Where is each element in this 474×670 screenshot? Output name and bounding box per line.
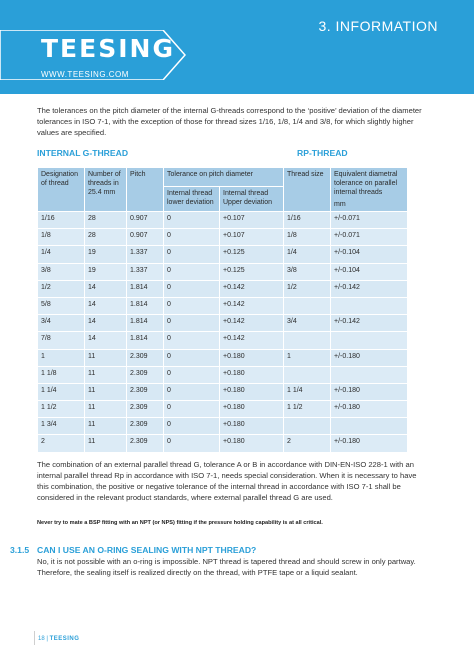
cell-thread-size: 1/8 bbox=[284, 229, 331, 246]
website-url[interactable]: WWW.TEESING.COM bbox=[41, 70, 129, 79]
page-number: 18 bbox=[38, 636, 45, 642]
cell-pitch: 2.309 bbox=[127, 383, 164, 400]
cell-equivalent-tolerance bbox=[331, 366, 408, 383]
cell-upper-deviation: +0.142 bbox=[220, 315, 284, 332]
cell-pitch: 0.907 bbox=[127, 229, 164, 246]
cell-equivalent-tolerance: +/-0.142 bbox=[331, 315, 408, 332]
cell-pitch: 2.309 bbox=[127, 366, 164, 383]
cell-equivalent-tolerance: +/-0.180 bbox=[331, 383, 408, 400]
page-header bbox=[0, 0, 474, 94]
faq-answer: No, it is not possible with an o-ring is impossible. NPT thread is tapered thread and should screw in only partway. Therefore, the sealing itself is realized directly on the thread, with PTFE tape or a liquid sealant. bbox=[37, 557, 416, 577]
cell-threads: 19 bbox=[85, 263, 127, 280]
cell-thread-size: 3/8 bbox=[284, 263, 331, 280]
cell-threads: 11 bbox=[85, 435, 127, 452]
cell-equivalent-tolerance: +/-0.180 bbox=[331, 435, 408, 452]
internal-g-thread-heading: INTERNAL G-THREAD bbox=[37, 148, 129, 158]
cell-thread-size: 1 bbox=[284, 349, 331, 366]
cell-equivalent-tolerance bbox=[331, 297, 408, 314]
cell-lower-deviation: 0 bbox=[164, 366, 220, 383]
cell-pitch: 1.337 bbox=[127, 246, 164, 263]
cell-equivalent-tolerance bbox=[331, 418, 408, 435]
cell-pitch: 0.907 bbox=[127, 212, 164, 229]
table-row bbox=[38, 280, 408, 297]
cell-threads: 14 bbox=[85, 315, 127, 332]
table-header-row bbox=[38, 168, 408, 187]
cell-designation: 1/4 bbox=[38, 246, 85, 263]
page-footer bbox=[38, 636, 79, 642]
cell-threads: 11 bbox=[85, 366, 127, 383]
thread-tolerance-table bbox=[37, 167, 408, 453]
cell-equivalent-tolerance: +/-0.104 bbox=[331, 263, 408, 280]
cell-lower-deviation: 0 bbox=[164, 349, 220, 366]
header-threads-per-inch: Number of threads in 25.4 mm bbox=[85, 168, 127, 212]
table-row bbox=[38, 366, 408, 383]
faq-number: 3.1.5 bbox=[10, 545, 30, 555]
cell-threads: 14 bbox=[85, 332, 127, 349]
cell-upper-deviation: +0.107 bbox=[220, 229, 284, 246]
cell-threads: 14 bbox=[85, 297, 127, 314]
cell-pitch: 1.814 bbox=[127, 280, 164, 297]
cell-lower-deviation: 0 bbox=[164, 263, 220, 280]
header-upper-deviation: Internal thread Upper deviation bbox=[220, 186, 284, 211]
table-row bbox=[38, 297, 408, 314]
header-tolerance: Tolerance on pitch diameter bbox=[164, 168, 284, 187]
cell-thread-size: 1/2 bbox=[284, 280, 331, 297]
header-unit: mm bbox=[334, 201, 346, 208]
cell-lower-deviation: 0 bbox=[164, 280, 220, 297]
cell-lower-deviation: 0 bbox=[164, 383, 220, 400]
cell-designation: 7/8 bbox=[38, 332, 85, 349]
cell-threads: 11 bbox=[85, 349, 127, 366]
header-lower-deviation: Internal thread lower deviation bbox=[164, 186, 220, 211]
cell-thread-size bbox=[284, 366, 331, 383]
cell-upper-deviation: +0.142 bbox=[220, 332, 284, 349]
table-row bbox=[38, 435, 408, 452]
cell-threads: 14 bbox=[85, 280, 127, 297]
cell-lower-deviation: 0 bbox=[164, 246, 220, 263]
table-row bbox=[38, 418, 408, 435]
cell-pitch: 1.814 bbox=[127, 315, 164, 332]
cell-thread-size bbox=[284, 418, 331, 435]
cell-designation: 1 1/8 bbox=[38, 366, 85, 383]
cell-upper-deviation: +0.180 bbox=[220, 383, 284, 400]
rp-thread-heading: RP-THREAD bbox=[297, 148, 348, 158]
cell-upper-deviation: +0.180 bbox=[220, 366, 284, 383]
cell-designation: 3/8 bbox=[38, 263, 85, 280]
cell-designation: 2 bbox=[38, 435, 85, 452]
cell-designation: 1 1/4 bbox=[38, 383, 85, 400]
cell-equivalent-tolerance: +/-0.142 bbox=[331, 280, 408, 297]
cell-lower-deviation: 0 bbox=[164, 315, 220, 332]
cell-upper-deviation: +0.180 bbox=[220, 418, 284, 435]
cell-designation: 1 3/4 bbox=[38, 418, 85, 435]
cell-thread-size bbox=[284, 332, 331, 349]
header-equivalent-tolerance bbox=[331, 168, 408, 212]
table-row bbox=[38, 383, 408, 400]
cell-lower-deviation: 0 bbox=[164, 212, 220, 229]
cell-equivalent-tolerance bbox=[331, 332, 408, 349]
cell-thread-size: 1/16 bbox=[284, 212, 331, 229]
intro-paragraph: The tolerances on the pitch diameter of the internal G-threads correspond to the ‘positive’ deviation of the diameter tolerances in ISO 7-1, with the exception of those for thread sizes 1/16, 1/8, 1/4 and 3/8, for which slightly higher values are specified. bbox=[37, 106, 422, 137]
cell-thread-size: 1/4 bbox=[284, 246, 331, 263]
table-body bbox=[38, 212, 408, 453]
table-row bbox=[38, 315, 408, 332]
cell-lower-deviation: 0 bbox=[164, 418, 220, 435]
cell-equivalent-tolerance: +/-0.180 bbox=[331, 349, 408, 366]
table-row bbox=[38, 229, 408, 246]
cell-pitch: 2.309 bbox=[127, 349, 164, 366]
cell-designation: 5/8 bbox=[38, 297, 85, 314]
cell-lower-deviation: 0 bbox=[164, 297, 220, 314]
cell-designation: 1/8 bbox=[38, 229, 85, 246]
cell-threads: 28 bbox=[85, 229, 127, 246]
logo-text: TEESING bbox=[41, 34, 175, 63]
cell-threads: 11 bbox=[85, 383, 127, 400]
cell-pitch: 1.814 bbox=[127, 332, 164, 349]
cell-equivalent-tolerance: +/-0.071 bbox=[331, 229, 408, 246]
table-row bbox=[38, 263, 408, 280]
table-row bbox=[38, 212, 408, 229]
cell-thread-size bbox=[284, 297, 331, 314]
cell-upper-deviation: +0.142 bbox=[220, 280, 284, 297]
cell-thread-size: 1 1/4 bbox=[284, 383, 331, 400]
cell-equivalent-tolerance: +/-0.180 bbox=[331, 401, 408, 418]
cell-pitch: 1.337 bbox=[127, 263, 164, 280]
combination-paragraph: The combination of an external parallel thread G, tolerance A or B in accordance with DIN-EN-ISO 228-1 with an internal parallel thread Rp in accordance with ISO 7-1, needs special consideration. When it is necessary to have this combination, the positive or negative tolerance of the internal thread in accordance with ISO 7-1 shall be considered in the relevant product standards, where external parallel thread G are used. bbox=[37, 460, 417, 502]
table-row bbox=[38, 332, 408, 349]
cell-designation: 1 1/2 bbox=[38, 401, 85, 418]
table-row bbox=[38, 401, 408, 418]
cell-thread-size: 1 1/2 bbox=[284, 401, 331, 418]
cell-equivalent-tolerance: +/-0.104 bbox=[331, 246, 408, 263]
warning-note: Never try to mate a BSP fitting with an NPT (or NPS) fitting if the pressure holding capability is at all critical. bbox=[37, 520, 323, 526]
cell-upper-deviation: +0.142 bbox=[220, 297, 284, 314]
cell-pitch: 2.309 bbox=[127, 418, 164, 435]
table-row bbox=[38, 349, 408, 366]
cell-lower-deviation: 0 bbox=[164, 229, 220, 246]
cell-designation: 1/16 bbox=[38, 212, 85, 229]
cell-thread-size: 2 bbox=[284, 435, 331, 452]
cell-designation: 3/4 bbox=[38, 315, 85, 332]
cell-pitch: 2.309 bbox=[127, 401, 164, 418]
cell-upper-deviation: +0.125 bbox=[220, 246, 284, 263]
cell-threads: 28 bbox=[85, 212, 127, 229]
footer-separator: | bbox=[46, 636, 48, 642]
cell-upper-deviation: +0.180 bbox=[220, 349, 284, 366]
footer-brand: TEESING bbox=[49, 636, 80, 642]
table-row bbox=[38, 246, 408, 263]
cell-upper-deviation: +0.107 bbox=[220, 212, 284, 229]
cell-thread-size: 3/4 bbox=[284, 315, 331, 332]
cell-threads: 11 bbox=[85, 418, 127, 435]
section-title: 3. INFORMATION bbox=[318, 18, 438, 34]
cell-lower-deviation: 0 bbox=[164, 332, 220, 349]
cell-lower-deviation: 0 bbox=[164, 401, 220, 418]
header-equivalent-label: Equivalent diametral tolerance on parallel internal threads bbox=[334, 171, 398, 196]
cell-pitch: 1.814 bbox=[127, 297, 164, 314]
cell-upper-deviation: +0.125 bbox=[220, 263, 284, 280]
faq-title: CAN I USE AN O-RING SEALING WITH NPT THREAD? bbox=[37, 545, 257, 555]
header-designation: Designation of thread bbox=[38, 168, 85, 212]
cell-pitch: 2.309 bbox=[127, 435, 164, 452]
cell-lower-deviation: 0 bbox=[164, 435, 220, 452]
cell-equivalent-tolerance: +/-0.071 bbox=[331, 212, 408, 229]
cell-upper-deviation: +0.180 bbox=[220, 401, 284, 418]
footer-divider bbox=[34, 631, 35, 645]
cell-threads: 19 bbox=[85, 246, 127, 263]
cell-upper-deviation: +0.180 bbox=[220, 435, 284, 452]
header-pitch: Pitch bbox=[127, 168, 164, 212]
header-thread-size: Thread size bbox=[284, 168, 331, 212]
cell-threads: 11 bbox=[85, 401, 127, 418]
cell-designation: 1/2 bbox=[38, 280, 85, 297]
cell-designation: 1 bbox=[38, 349, 85, 366]
